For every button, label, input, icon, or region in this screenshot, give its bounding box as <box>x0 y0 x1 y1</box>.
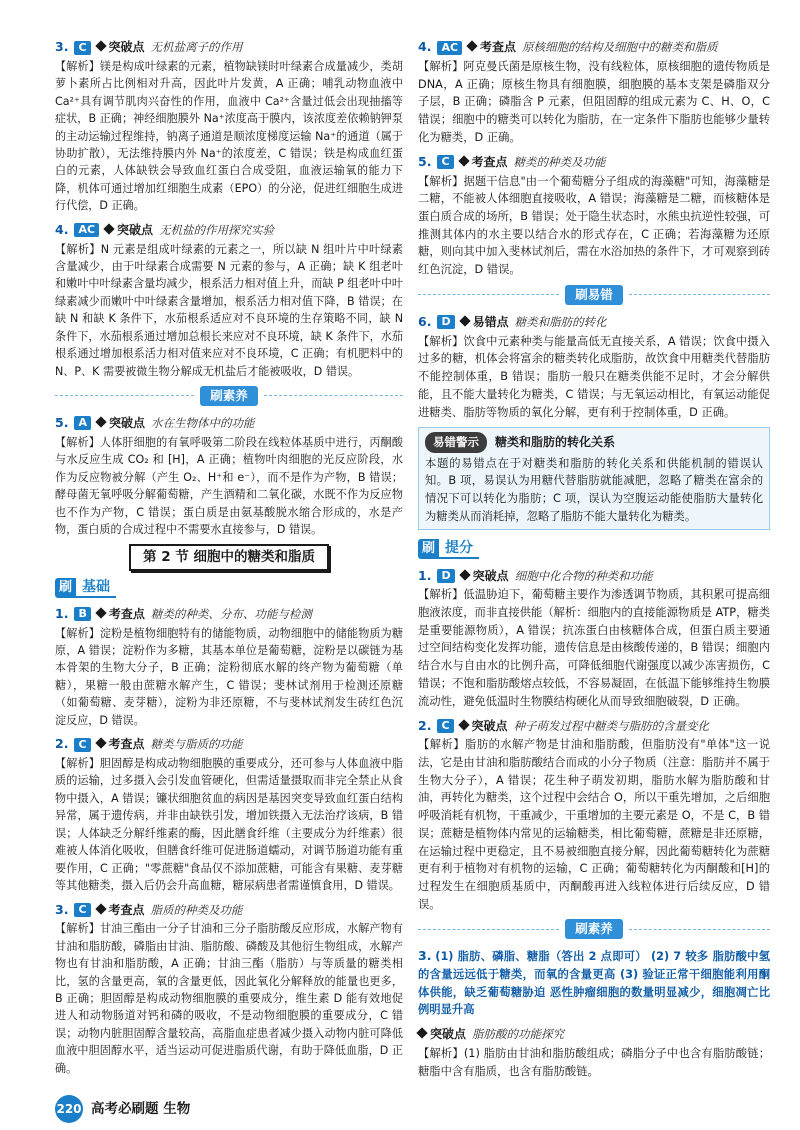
analysis-text: 【解析】阿克曼氏菌是原核生物，没有线粒体，原核细胞的遗传物质是 DNA，A 正确；原核生物具有细胞膜，细胞膜的基本支架是磷脂双分子层，B 正确；磷脂含 P 元素，但阻固醇的组成元素为 C、H、O，C 错误；细胞中的糖类可以转化为脂肪，在一定条件下脂肪也能够少量转化为糖类，D 正确。 <box>418 60 770 144</box>
question-header <box>55 414 403 433</box>
question-header <box>55 735 403 754</box>
analysis-text: 【解析】据题干信息"由一个葡萄糖分子组成的海藻糖"可知，海藻糖是二糖，不能被人体细胞直接吸收，A 错误；海藻糖是二糖，而核糖体是蛋白质合成的场所，B 错误；处于隐生状态时，水熊虫抗逆性较强，可推测其体内的水主要以结合水的形式存在，C 正确；若海藻糖为还原糖，则向其中加入斐林试剂后，需在水浴加热的条件下，才可观察到砖红色沉淀，D 错误。 <box>418 174 770 277</box>
question-number: 1. <box>418 567 432 583</box>
tag-label: 考查点 <box>460 153 508 171</box>
tag-label: 突破点 <box>460 717 508 735</box>
tag-label: 突破点 <box>461 567 509 585</box>
divider-line <box>418 929 559 930</box>
analysis-text: 【解析】镁是构成叶绿素的元素，植物缺镁时叶绿素合成量减少，类胡萝卜素所占比例相对升高，因此叶片发黄，A 正确；哺乳动物血液中 Ca²⁺具有调节肌肉兴奋性的作用，血液中 Ca²⁺含量过低会出现抽搐等症状，B 正确；神经细胞膜外 Na⁺浓度高于膜内，该浓度差依赖钠钾泵的主动运输过程维持，钠离子通道是顺浓度梯度运输 Na⁺的通道（属于协助扩散），无法维持膜内外 Na⁺的浓度差，C 错误；铁是构成血红蛋白的元素，人体缺铁会导致血红蛋白合成受阻，血液运输氧的能力下降，机体可通过增加红细胞生成素（EPO）的分泌，促进红细胞生成进行代偿，D 正确。 <box>55 60 403 213</box>
answer-badge: C <box>74 41 90 55</box>
tag-topic: 种子萌发过程中糖类与脂肪的含量变化 <box>513 718 710 733</box>
divider-label: 刷素养 <box>565 919 623 939</box>
question-number: 3. <box>55 901 69 917</box>
answer-badge: C <box>74 903 90 917</box>
question-number: 5. <box>418 153 432 169</box>
analysis-text: 【解析】(1) 脂肪由甘油和脂肪酸组成；磷脂分子中也含有脂肪酸链；糖脂中含有脂质，也含有脂肪酸链。 <box>418 1047 770 1078</box>
question-header <box>55 900 403 919</box>
divider-line <box>629 294 770 295</box>
question-number: 2. <box>55 736 69 752</box>
section-divider <box>418 919 770 939</box>
tag-label: 突破点 <box>418 1025 466 1043</box>
tag-label: 突破点 <box>97 38 145 56</box>
analysis-text: 【解析】人体肝细胞的有氧呼吸第二阶段在线粒体基质中进行，丙酮酸与水反应生成 CO₂ 和 [H]，A 正确；植物叶肉细胞的光反应阶段，水作为反应物被分解（产生 O₂、H⁺和 e⁻），而不是作为产物，B 错误；酵母菌无氧呼吸分解葡萄糖，产生酒精和二氧化碳，水既不作为反应物也不作为产物，C 错误；蛋白质是由氨基酸脱水缩合形成的，水是产物，蛋白质的合成过程中不需要水直接参与，D 错误。 <box>55 435 403 536</box>
analysis-text: 【解析】低温胁迫下，葡萄糖主要作为渗透调节物质，其积累可提高细胞液浓度，而非直接供能（解析：细胞内的直接能源物质是 ATP，糖类是重要能源物质），A 错误；抗冻蛋白由核糖体合成，但蛋白质主要通过空间结构变化发挥功能，遗传信息是由核酸传递的，B 错误；细胞内结合水与自由水的比例升高，可降低细胞代谢强度以减少冻害损伤，C 错误；不饱和脂肪酸熔点较低，不容易凝固，在低温下能够维持生物膜流动性，避免低温时生物膜结构硬化从而导致细胞破裂，D 正确。 <box>418 588 770 708</box>
divider-line <box>418 294 559 295</box>
question-header <box>418 38 770 57</box>
tag-label: 易错点 <box>461 313 509 331</box>
tag-topic: 无机盐离子的作用 <box>150 40 243 55</box>
answer-text: (1) 脂肪、磷脂、糖脂（答出 2 点即可） (2) 7 较多 脂肪酸中氢的含量远远低于糖类，而氧的含量更高 (3) 验证正常干细胞能利用酮体供能，缺乏葡萄糖胁迫 恶性肿瘤细胞的数量明显减少，细胞凋亡比例明显升高 <box>418 950 770 1017</box>
tag-topic: 细胞中化合物的种类和功能 <box>514 568 653 583</box>
divider-label: 刷易错 <box>565 285 623 305</box>
question-header <box>418 313 770 332</box>
error-warning-box <box>418 427 770 530</box>
page-footer <box>55 1095 190 1123</box>
analysis-text: 【解析】甘油三酯由一分子甘油和三分子脂肪酸反应形成，水解产物有甘油和脂肪酸，磷脂由甘油、脂肪酸、磷酸及其他衍生物组成，水解产物也有甘油和脂肪酸，A 正确；甘油三酯（脂肪）与等质量的糖类相比，氢的含量更高，氧的含量更低，因此氧化分解释放的能量也更多，B 正确；胆固醇是构成动物细胞膜的重要成分，维生素 D 能有效地促进人和动物肠道对钙和磷的吸收，不是动物细胞膜的重要成分，C 错误；动物内脏胆固醇含量较高，高脂血症患者减少摄入动物内脏可降低血液中胆固醇水平，适当运动可促进脂质代谢，有助于降低血脂，D 正确。 <box>55 922 403 1075</box>
answer-badge: AC <box>437 41 462 55</box>
subsection-header <box>418 538 770 560</box>
question-number: 2. <box>418 717 432 733</box>
warning-badge: 易错警示 <box>425 432 487 452</box>
section-divider <box>55 386 403 406</box>
question-number: 3. <box>55 39 69 55</box>
warning-header <box>425 432 763 452</box>
tag-label: 突破点 <box>105 221 153 239</box>
divider-line <box>264 395 403 396</box>
analysis-text: 【解析】饮食中元素种类与能量高低无直接关系，A 错误；饮食中摄入过多的糖，机体会将富余的糖类转化成脂肪，故饮食中用糖类代替脂肪不能控制体重，B 错误；脂肪一般只在糖类供能不足时，才会分解供能，且不能大量转化为糖类，C 错误；与无氧运动相比，有氧运动能促进糖类、脂肪等物质的氧化分解，更有利于控制体重，D 正确。 <box>418 334 770 419</box>
answer-badge: D <box>437 569 454 583</box>
answer-badge: C <box>437 719 453 733</box>
section-title-text: 第 2 节 细胞中的糖类和脂质 <box>129 544 329 570</box>
answer-badge: A <box>74 416 91 430</box>
answer-badge: B <box>74 607 90 621</box>
left-column <box>55 38 403 1083</box>
tag-topic: 原核细胞的结构及细胞中的糖类和脂质 <box>522 40 718 55</box>
question-number: 4. <box>55 222 69 237</box>
question-number: 4. <box>418 39 432 55</box>
tag-label: 考查点 <box>97 901 145 919</box>
question-number: 6. <box>418 314 432 330</box>
question-header <box>418 566 770 585</box>
divider-label: 刷素养 <box>200 386 258 406</box>
question-number: 3. <box>418 948 432 964</box>
answer-badge: AC <box>74 223 99 237</box>
page-number: 220 <box>55 1095 83 1123</box>
tag-topic: 水在生物体中的功能 <box>150 416 255 431</box>
question-header <box>55 605 403 624</box>
question-header <box>418 716 770 735</box>
subsection-header <box>55 577 403 599</box>
tag-topic: 无机盐的作用探究实验 <box>159 223 275 237</box>
divider-line <box>629 929 770 930</box>
tag-topic: 糖类的种类、分布、功能与检测 <box>150 606 312 621</box>
question-header <box>55 221 403 240</box>
divider-line <box>55 395 194 396</box>
analysis-text: 【解析】胆固醇是构成动物细胞膜的重要成分，还可参与人体血液中脂质的运输，过多摄入会引发血管硬化，但需适量摄取而非完全禁止从食物中摄入，A 错误；镰状细胞贫血的病因是基因突变导致血红蛋白结构异常，属于遗传病，并非由缺铁引发，增加铁摄入无法治疗该病，B 错误；人体缺乏分解纤维素的酶，因此膳食纤维（主要成分为纤维素）很难被人体消化吸收，但膳食纤维可促进肠道蠕动，对调节肠道功能有重要作用，C 正确；"零蔗糖"食品仅不添加蔗糖，可能含有果糖、麦芽糖等其他糖类，摄入后仍会升高血糖，糖尿病患者需谨慎食用，D 错误。 <box>55 757 403 892</box>
analysis-text: 【解析】淀粉是植物细胞特有的储能物质，动物细胞中的储能物质为糖原，A 错误；淀粉作为多糖，其基本单位是葡萄糖，淀粉是以碳链为基本骨架的生物大分子，B 正确；淀粉彻底水解的终产物为葡萄糖（单糖），果糖一般由蔗糖水解产生，C 错误；斐林试剂用于检测还原糖（如葡萄糖、麦芽糖），淀粉为非还原糖，不与斐林试剂发生砖红色沉淀反应，D 错误。 <box>55 626 403 727</box>
question-header <box>418 153 770 172</box>
answer-badge: C <box>74 738 90 752</box>
right-column <box>418 38 770 1087</box>
tag-topic: 脂质的种类及功能 <box>150 902 243 917</box>
tag-label: 考查点 <box>97 735 145 753</box>
subsection-name: 基础 <box>76 578 116 598</box>
warning-text: 本题的易错点在于对糖类和脂肪的转化关系和供能机制的错误认知。B 项，易误认为用糖代替脂肪就能减肥，忽略了糖类在富余的情况下可以转化为脂肪；C 项，误认为空腹运动能使脂肪大量转化为糖类从而消耗掉，忽略了脂肪不能大量转化为糖类。 <box>425 456 763 523</box>
tag-topic: 糖类与脂质的功能 <box>150 737 243 752</box>
tag-topic: 糖类和脂肪的转化 <box>514 315 607 330</box>
tag-label: 考查点 <box>468 38 516 56</box>
answer-key <box>418 947 770 1019</box>
shua-mark: 刷 <box>55 578 76 598</box>
answer-badge: D <box>437 315 454 329</box>
question-header <box>55 38 403 57</box>
tag-topic: 糖类的种类及功能 <box>513 154 606 169</box>
analysis-text: 【解析】N 元素是组成叶绿素的元素之一，所以缺 N 组叶片中叶绿素含量减少，由于叶绿素合成需要 N 元素的参与，A 正确；缺 K 组老叶和嫩叶中叶绿素含量均减少，根系活力相对值上升，而缺 P 组老叶中叶绿素减少而嫩叶中叶绿素含量增加，根系活力相对值下降，B 错误；在缺 N 和缺 K 条件下，水茄根系适应对不良环境的生存策略不同，缺 N 条件下，水茄根系通过增加总根长来应对不良环境，缺 K 条件下，水茄根系通过增加根系活力相对值来应对不良环境，C 正确；有机肥料中的 N、P、K 需要被微生物分解成无机盐后才能被吸收，D 错误。 <box>55 242 403 378</box>
analysis-text: 【解析】脂肪的水解产物是甘油和脂肪酸，但脂肪没有"单体"这一说法，它是由甘油和脂肪酸结合而成的小分子物质（注意：脂肪并不属于生物大分子），A 错误；花生种子萌发初期，脂肪水解为脂肪酸和甘油，再转化为糖类，这个过程中会结合 O，所以干重先增加，之后细胞呼吸消耗有机物，干重减少，干重增加的主要元素是 O，不是 C，B 错误；蔗糖是植物体内常见的运输糖类，相比葡萄糖，蔗糖是非还原糖，在运输过程中更稳定，且不易被细胞直接分解，因此葡萄糖转化为蔗糖更有利于植物对有机物的运输，C 正确；葡萄糖转化为丙酮酸和[H]的过程发生在细胞质基质中，丙酮酸再进入线粒体进行后续反应，D 错误。 <box>418 738 770 911</box>
tag-label: 考查点 <box>97 605 145 623</box>
answer-badge: C <box>437 155 453 169</box>
question-number: 5. <box>55 415 69 431</box>
question-number: 1. <box>55 605 69 621</box>
warning-title: 糖类和脂肪的转化关系 <box>495 435 616 450</box>
shua-mark: 刷 <box>418 539 439 559</box>
section-divider <box>418 285 770 305</box>
section-title <box>55 544 403 570</box>
tag-label: 突破点 <box>97 414 145 432</box>
question-header <box>418 1025 770 1044</box>
subsection-name: 提分 <box>439 539 479 559</box>
book-title: 高考必刷题 生物 <box>91 1100 191 1117</box>
tag-topic: 脂肪酸的功能探究 <box>472 1027 565 1042</box>
